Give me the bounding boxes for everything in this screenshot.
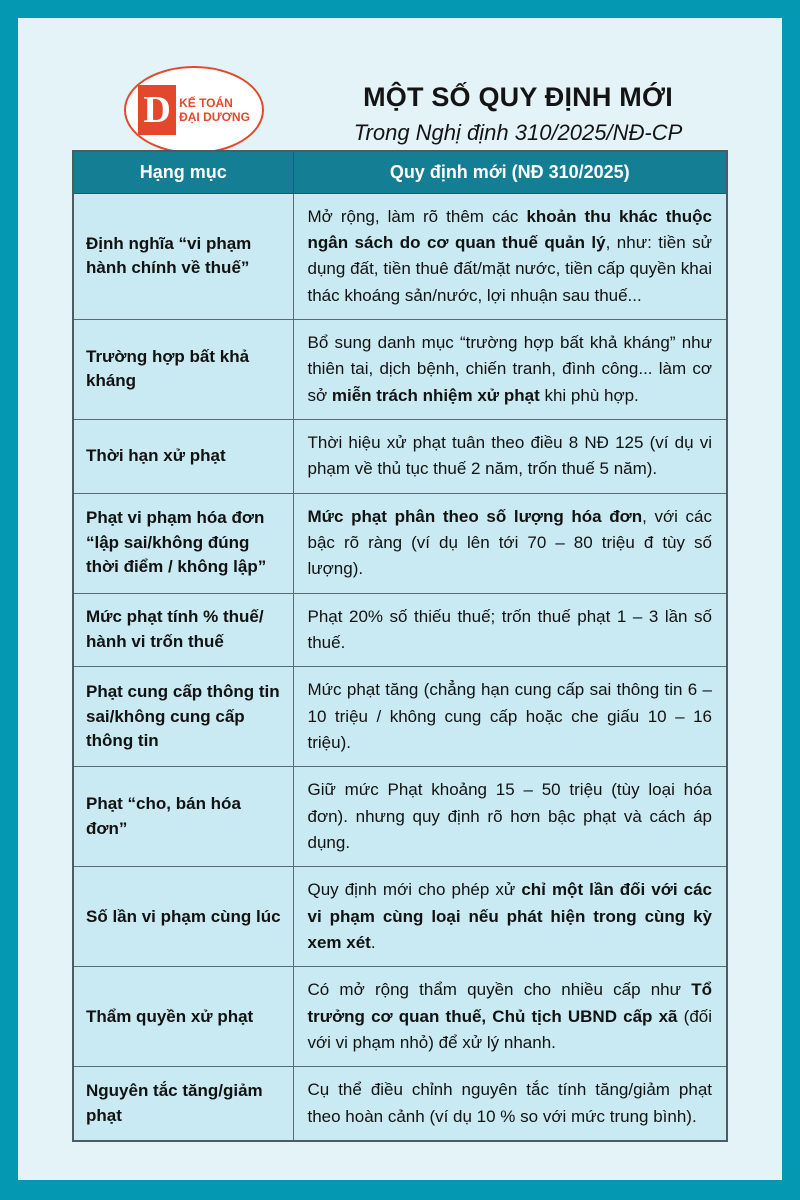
regulation-detail-cell: Giữ mức Phạt khoảng 15 – 50 triệu (tùy loại hóa đơn). nhưng quy định rõ hơn bậc phạt và cách áp dụng. <box>293 767 727 867</box>
regulation-detail-cell: Mở rộng, làm rõ thêm các khoản thu khác thuộc ngân sách do cơ quan thuế quản lý, như: tiền sử dụng đất, tiền thuê đất/mặt nước, tiền cấp quyền khai thác khoáng sản/nước, lợi nhuận sau thuế... <box>293 193 727 319</box>
logo-d-monogram: D <box>138 85 176 135</box>
logo-text-line1: KẾ TOÁN <box>179 95 233 110</box>
table-row <box>73 867 727 967</box>
column-header-category: Hạng mục <box>73 151 293 193</box>
regulations-table <box>72 150 728 1142</box>
logo-text <box>179 96 250 125</box>
page-title: MỘT SỐ QUY ĐỊNH MỚI <box>363 82 673 112</box>
table-row <box>73 1067 727 1141</box>
table-row <box>73 193 727 319</box>
table-row <box>73 667 727 767</box>
table-row <box>73 419 727 493</box>
regulation-detail-cell: Có mở rộng thẩm quyền cho nhiều cấp như Tổ trưởng cơ quan thuế, Chủ tịch UBND cấp xã (đối với vi phạm nhỏ) để xử lý nhanh. <box>293 967 727 1067</box>
company-logo <box>124 66 264 154</box>
title-block <box>273 82 763 146</box>
regulation-detail-cell: Mức phạt phân theo số lượng hóa đơn, với các bậc rõ ràng (ví dụ lên tới 70 – 80 triệu đ tùy số lượng). <box>293 493 727 593</box>
regulation-detail-cell: Phạt 20% số thiếu thuế; trốn thuế phạt 1 – 3 lần số thuế. <box>293 593 727 667</box>
category-cell: Phạt “cho, bán hóa đơn” <box>73 767 293 867</box>
regulation-detail-cell: Mức phạt tăng (chẳng hạn cung cấp sai thông tin 6 – 10 triệu / không cung cấp hoặc che giấu 10 – 16 triệu). <box>293 667 727 767</box>
table-row <box>73 319 727 419</box>
regulation-detail-cell: Quy định mới cho phép xử chỉ một lần đối với các vi phạm cùng loại nếu phát hiện trong cùng kỳ xem xét. <box>293 867 727 967</box>
table-row <box>73 593 727 667</box>
table-row <box>73 493 727 593</box>
page-background <box>18 18 782 1180</box>
category-cell: Phạt cung cấp thông tin sai/không cung cấp thông tin <box>73 667 293 767</box>
regulation-detail-cell: Cụ thể điều chỉnh nguyên tắc tính tăng/giảm phạt theo hoàn cảnh (ví dụ 10 % so với mức trung bình). <box>293 1067 727 1141</box>
category-cell: Thẩm quyền xử phạt <box>73 967 293 1067</box>
category-cell: Phạt vi phạm hóa đơn “lập sai/không đúng thời điểm / không lập” <box>73 493 293 593</box>
table-row <box>73 767 727 867</box>
table-header-row <box>73 151 727 193</box>
table-row <box>73 967 727 1067</box>
category-cell: Số lần vi phạm cùng lúc <box>73 867 293 967</box>
logo-text-line2: ĐẠI DƯƠNG <box>179 110 250 124</box>
category-cell: Định nghĩa “vi phạm hành chính về thuế” <box>73 193 293 319</box>
page-subtitle: Trong Nghị định 310/2025/NĐ-CP <box>353 120 683 145</box>
category-cell: Trường hợp bất khả kháng <box>73 319 293 419</box>
regulation-detail-cell: Thời hiệu xử phạt tuân theo điều 8 NĐ 125 (ví dụ vi phạm về thủ tục thuế 2 năm, trốn thuế 5 năm). <box>293 419 727 493</box>
category-cell: Nguyên tắc tăng/giảm phạt <box>73 1067 293 1141</box>
category-cell: Mức phạt tính % thuế/ hành vi trốn thuế <box>73 593 293 667</box>
column-header-new-regulation: Quy định mới (NĐ 310/2025) <box>293 151 727 193</box>
regulation-detail-cell: Bổ sung danh mục “trường hợp bất khả kháng” như thiên tai, dịch bệnh, chiến tranh, đình công... làm cơ sở miễn trách nhiệm xử phạt khi phù hợp. <box>293 319 727 419</box>
logo-oval <box>124 66 264 154</box>
regulations-table-body <box>73 193 727 1141</box>
category-cell: Thời hạn xử phạt <box>73 419 293 493</box>
